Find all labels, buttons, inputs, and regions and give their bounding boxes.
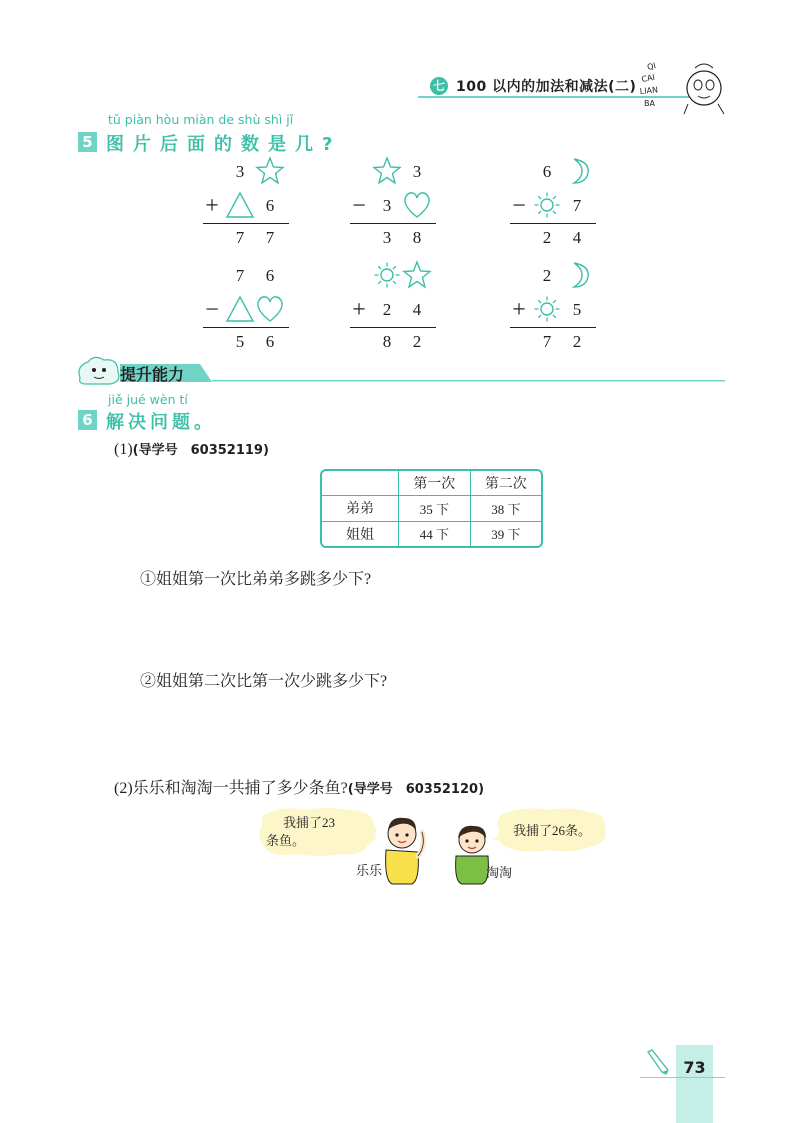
table-row — [322, 521, 541, 546]
q6-part2-ref: (导学号 60352120) — [347, 782, 485, 797]
sum-rule — [510, 223, 596, 224]
digit: 2 — [572, 332, 582, 351]
digit: 7 — [265, 228, 275, 247]
digit: 7 — [235, 228, 245, 247]
q6-part2-question: (2)乐乐和淘淘一共捕了多少条鱼? — [114, 780, 348, 797]
table-cell: 39 下 — [470, 521, 541, 546]
table-cell: 弟弟 — [322, 496, 399, 521]
triangle-icon — [225, 190, 255, 220]
page-tab — [676, 1045, 713, 1123]
operator-sign: + — [205, 193, 219, 219]
operator-sign: − — [205, 297, 219, 323]
logo-text-qi: QI — [646, 60, 657, 72]
sun-icon — [532, 190, 562, 220]
table-header-cell: 第一次 — [399, 471, 471, 496]
page-rule — [640, 1077, 725, 1078]
logo-text-lian: LIAN — [639, 85, 659, 96]
operator-sign: − — [352, 193, 366, 219]
sun-icon — [532, 294, 562, 324]
left-bubble-line2: 条鱼。 — [266, 833, 306, 848]
digit: 8 — [412, 228, 422, 247]
digit: 2 — [382, 300, 392, 319]
triangle-icon — [225, 294, 255, 324]
digit: 3 — [412, 162, 422, 181]
moon-icon — [562, 156, 592, 186]
pencil-icon — [644, 1048, 670, 1076]
q6-part1-label — [114, 439, 269, 459]
q5-pinyin: tǔ piàn hòu miàn de shù shì jǐ — [108, 112, 294, 127]
digit: 2 — [542, 228, 552, 247]
star-icon — [255, 156, 285, 186]
digit: 7 — [235, 266, 245, 285]
q6-title: 解决问题。 — [106, 412, 216, 433]
sum-rule — [510, 327, 596, 328]
table-header-row — [322, 471, 541, 496]
digit: 8 — [382, 332, 392, 351]
jump-table — [320, 469, 543, 548]
sum-rule — [350, 327, 436, 328]
table-cell: 35 下 — [399, 496, 471, 521]
sun-icon — [372, 260, 402, 290]
moon-icon — [562, 260, 592, 290]
q6-part1-question1: ①姐姐第一次比弟弟多跳多少下? — [140, 571, 372, 588]
sum-rule — [350, 223, 436, 224]
table-cell: 44 下 — [399, 521, 471, 546]
q6-part1-question2: ②姐姐第二次比第一次少跳多少下? — [140, 673, 388, 690]
boy-lele-icon — [378, 810, 430, 886]
name-taotao: 淘淘 — [486, 865, 513, 880]
table-cell: 姐姐 — [322, 521, 399, 546]
digit: 7 — [572, 196, 582, 215]
table-header-cell — [322, 471, 399, 496]
digit: 6 — [265, 332, 275, 351]
q5-number: 5 — [78, 132, 97, 152]
q6-number: 6 — [78, 410, 97, 430]
page-number: 73 — [683, 1058, 706, 1077]
digit: 4 — [412, 300, 422, 319]
q6-pinyin: jiě jué wèn tí — [108, 392, 188, 407]
table-row — [322, 496, 541, 521]
mascot-icon — [74, 352, 124, 388]
section-banner — [120, 364, 725, 382]
logo-text-ba: BA — [644, 99, 655, 108]
sum-rule — [203, 327, 289, 328]
digit: 2 — [412, 332, 422, 351]
q6-part2-label — [114, 775, 484, 798]
digit: 5 — [235, 332, 245, 351]
operator-sign: + — [512, 297, 526, 323]
digit: 6 — [265, 196, 275, 215]
section-title: 提升能力 — [120, 365, 185, 384]
digit: 3 — [235, 162, 245, 181]
chapter-title: 100 以内的加法和减法(二) — [456, 79, 637, 95]
digit: 2 — [542, 266, 552, 285]
operator-sign: − — [512, 193, 526, 219]
jump-table-grid — [322, 471, 541, 546]
digit: 7 — [542, 332, 552, 351]
left-bubble-line1: 我捕了23 — [283, 815, 336, 830]
digit: 3 — [382, 196, 392, 215]
cartoon-logo-icon — [638, 58, 733, 118]
name-lele: 乐乐 — [356, 863, 383, 878]
digit: 4 — [572, 228, 582, 247]
q6-part1-ref: (导学号 60352119) — [132, 443, 269, 458]
operator-sign: + — [352, 297, 366, 323]
sum-rule — [203, 223, 289, 224]
right-bubble-text: 我捕了26条。 — [513, 823, 592, 838]
table-header-cell: 第二次 — [470, 471, 541, 496]
digit: 5 — [572, 300, 582, 319]
logo-text-cai: CAI — [640, 72, 656, 84]
digit: 6 — [542, 162, 552, 181]
heart-icon — [402, 190, 432, 220]
heart-icon — [255, 294, 285, 324]
star-icon — [372, 156, 402, 186]
q6-part1-number: (1) — [114, 441, 133, 458]
q5-title: 图片后面的数是几? — [106, 134, 342, 155]
star-icon — [402, 260, 432, 290]
digit: 6 — [265, 266, 275, 285]
chapter-badge: 七 — [430, 77, 448, 95]
table-cell: 38 下 — [470, 496, 541, 521]
digit: 3 — [382, 228, 392, 247]
